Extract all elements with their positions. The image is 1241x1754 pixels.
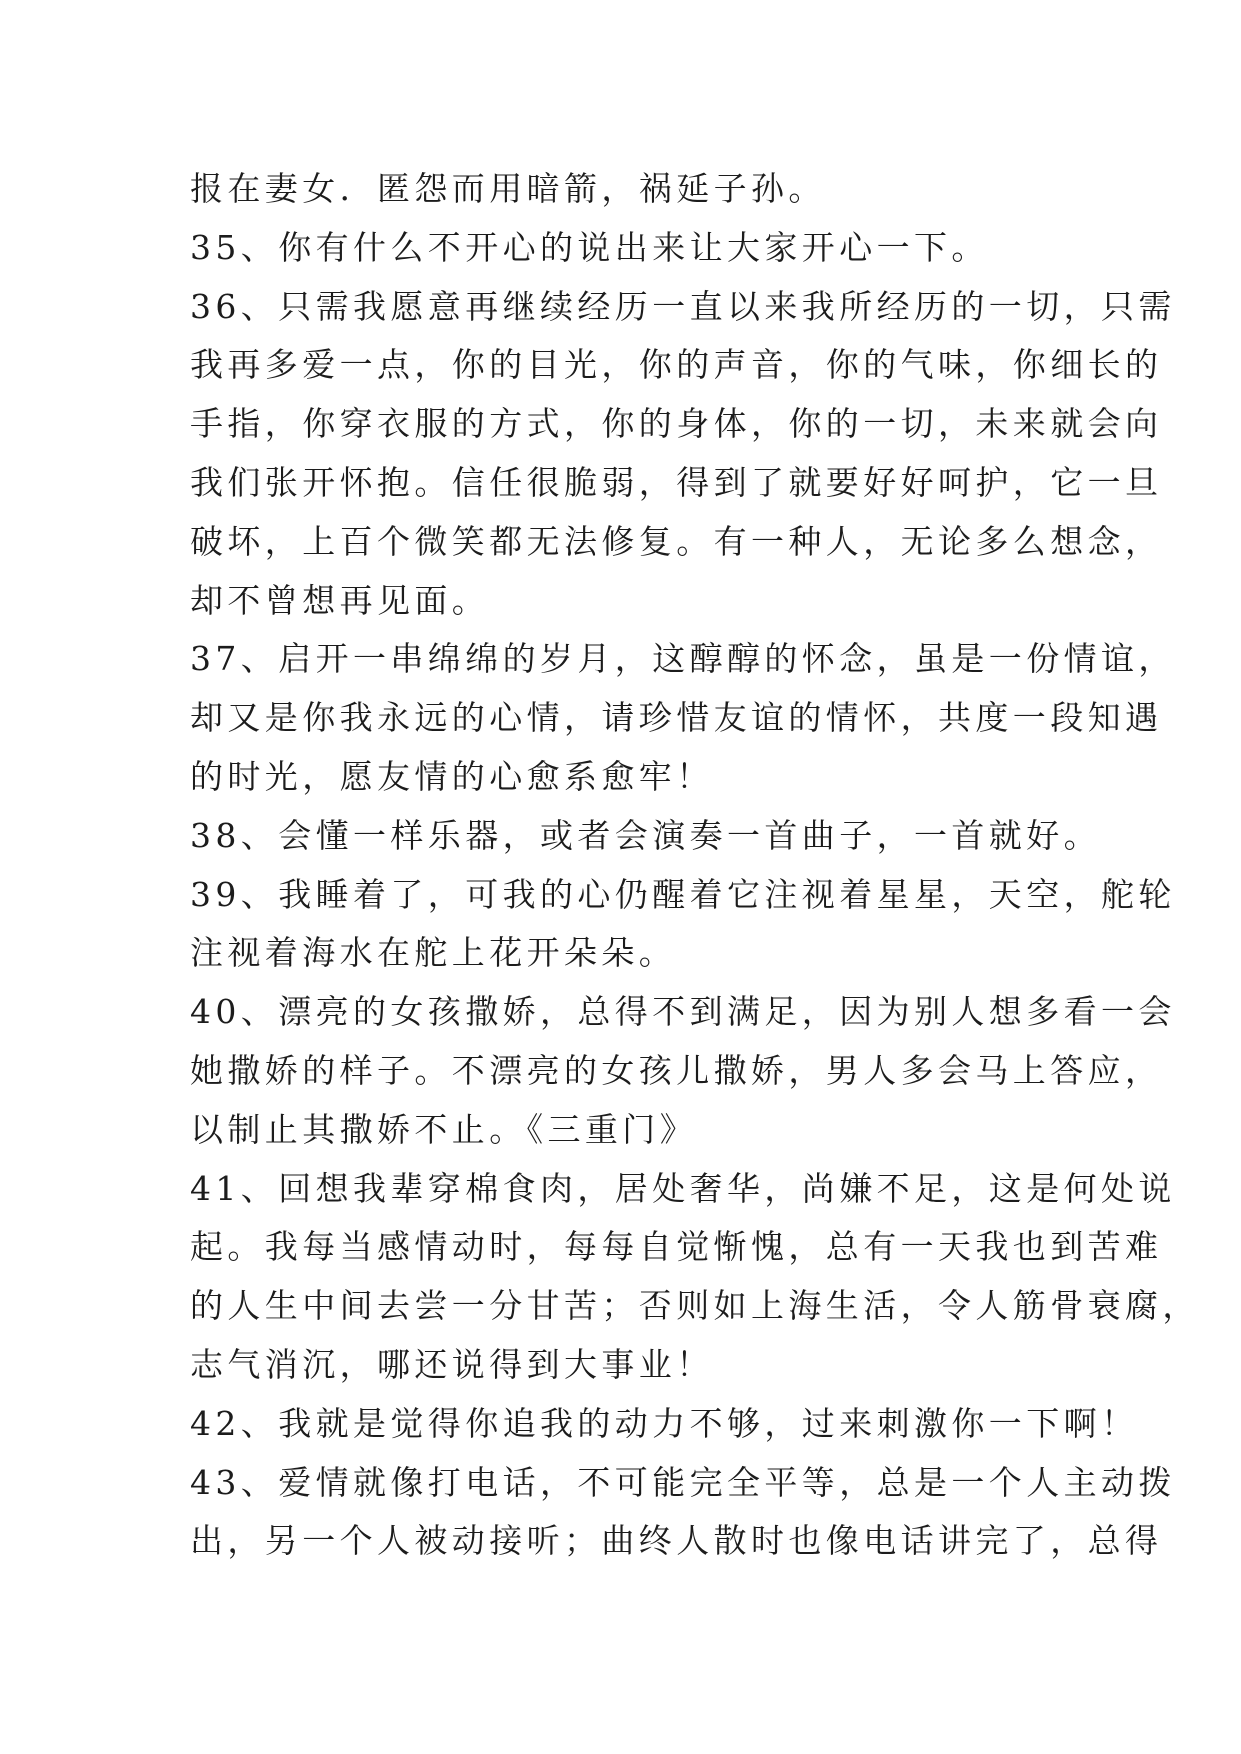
text-line: 出，另一个人被动接听；曲终人散时也像电话讲完了，总得 — [190, 1521, 1163, 1561]
text-line: 却不曾想再见面。 — [190, 580, 490, 620]
text-line: 41、回想我辈穿棉食肉，居处奢华，尚嫌不足，这是何处说 — [190, 1168, 1176, 1208]
text-line: 却又是你我永远的心情，请珍惜友谊的情怀，共度一段知遇 — [190, 698, 1163, 738]
text-line: 39、我睡着了，可我的心仍醒着它注视着星星，天空，舵轮 — [190, 874, 1176, 914]
text-line: 手指，你穿衣服的方式，你的身体，你的一切，未来就会向 — [190, 404, 1163, 444]
text-line: 40、漂亮的女孩撒娇，总得不到满足，因为别人想多看一会 — [190, 992, 1176, 1032]
text-line: 42、我就是觉得你追我的动力不够，过来刺激你一下啊！ — [190, 1403, 1139, 1443]
document-body-text — [190, 160, 1200, 1571]
text-line: 的人生中间去尝一分甘苦；否则如上海生活，令人筋骨衰腐， — [190, 1286, 1200, 1326]
text-line: 她撒娇的样子。不漂亮的女孩儿撒娇，男人多会马上答应， — [190, 1050, 1163, 1090]
text-line: 报在妻女．匿怨而用暗箭，祸延子孙。 — [190, 169, 826, 208]
text-line: 我们张开怀抱。信任很脆弱，得到了就要好好呵护，它一旦 — [190, 462, 1163, 502]
text-line: 志气消沉，哪还说得到大事业！ — [190, 1344, 714, 1384]
text-line: 37、启开一串绵绵的岁月，这醇醇的怀念，虽是一份情谊， — [190, 639, 1176, 679]
text-line: 起。我每当感情动时，每每自觉惭愧，总有一天我也到苦难 — [190, 1227, 1163, 1267]
text-line: 43、爱情就像打电话，不可能完全平等，总是一个人主动拨 — [190, 1462, 1176, 1502]
text-line: 的时光，愿友情的心愈系愈牢！ — [190, 756, 714, 796]
text-line: 35、你有什么不开心的说出来让大家开心一下。 — [190, 227, 989, 267]
text-line: 注视着海水在舵上花开朵朵。 — [190, 933, 677, 973]
text-line: 破坏，上百个微笑都无法修复。有一种人，无论多么想念， — [190, 521, 1163, 561]
text-line: 36、只需我愿意再继续经历一直以来我所经历的一切，只需 — [190, 286, 1176, 326]
text-line: 以制止其撒娇不止。《三重门》 — [190, 1109, 698, 1149]
text-line: 我再多爱一点，你的目光，你的声音，你的气味，你细长的 — [190, 345, 1163, 385]
text-line: 38、会懂一样乐器，或者会演奏一首曲子，一首就好。 — [190, 815, 1101, 855]
